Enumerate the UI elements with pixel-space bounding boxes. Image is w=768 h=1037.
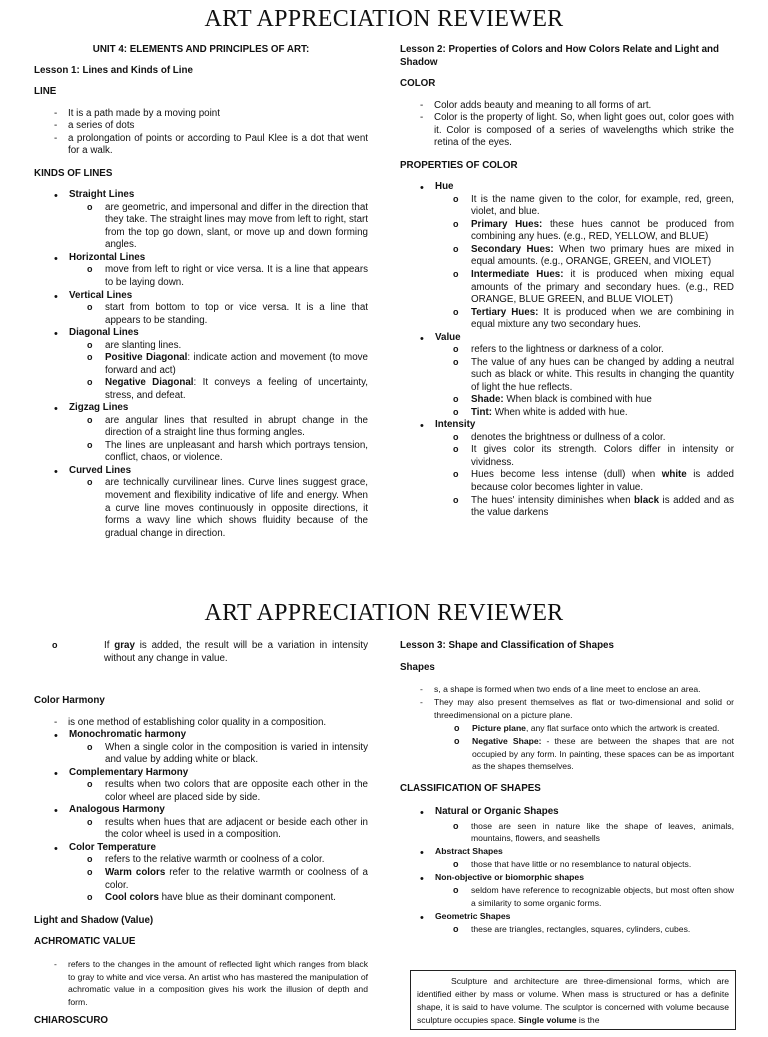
sub-item: o Cool colors have blue as their dominant component. <box>69 892 368 905</box>
section-heading-kinds: KINDS OF LINES <box>34 167 113 179</box>
list-item-analogous: • Analogous Harmony o results when hues that are adjacent or beside each other in the color wheel is used in a composition. <box>34 804 368 842</box>
section-heading-achromatic: ACHROMATIC VALUE <box>34 936 136 948</box>
list-item-temperature: • Color Temperature o refers to the relative warmth or coolness of a color. o Warm colors refer to the relative warmth or coolness of a color. o Cool colors have blue as their dominant component. <box>34 842 368 905</box>
sub-item: o Negative Diagonal: It conveys a feeling of uncertainty, stress, and defeat. <box>69 377 368 402</box>
shapes-definitions <box>400 683 734 722</box>
list-item-intensity: • Intensity o denotes the brightness or dullness of a color. o It gives color its strength. Colors differ in intensity or vividness. o Hues become less intense (dull) when white is added because color becomes lighter in value. o The hues' intensity diminishes when black is added and as the value darkens <box>400 419 734 519</box>
sub-item: o results when two colors that are opposite each other in the color wheel are placed side by side. <box>69 779 368 804</box>
sub-item: o denotes the brightness or dullness of a color. <box>435 432 734 445</box>
list-item: - a series of dots <box>34 120 368 133</box>
sub-item: o Intermediate Hues: it is produced when mixing equal amounts of the primary and secondary hues. (e.g., RED ORANGE, BLUE GREEN, and BLUE VIOLET) <box>435 269 734 307</box>
classification-list <box>400 805 734 936</box>
sub-item: o Primary Hues: these hues cannot be produced from combining any hues. (e.g., RED, YELLOW, and BLUE) <box>435 219 734 244</box>
right-column <box>400 44 734 520</box>
list-item: - refers to the changes in the amount of reflected light which ranges from black to gray to white and vice versa. An artist who has mastered the manipulation of achromatic value in a composition gives his work the illusion of depth and form. <box>34 958 368 1010</box>
sub-item: o are slanting lines. <box>69 340 368 353</box>
section-heading-color: COLOR <box>400 78 436 90</box>
sub-item: o Positive Diagonal: indicate action and movement (to move forward and act) <box>69 352 368 377</box>
sub-item: o Secondary Hues: When two primary hues are mixed in equal amounts. (e.g., ORANGE, GREEN, and VIOLET) <box>435 244 734 269</box>
list-item-geometric: • Geometric Shapes o these are triangles, rectangles, squares, cylinders, cubes. <box>400 910 734 936</box>
sub-item: o When a single color in the composition is varied in intensity and value by adding white or black. <box>69 742 368 767</box>
sub-item: o Negative Shape: - these are between the shapes that are not occupied by any form. In painting, these spaces can be as important as the shapes themselves. <box>436 735 734 774</box>
list-item-straight: • Straight Lines o are geometric, and impersonal and differ in the direction that they take. The straight lines may move from left to right, start from the top go down, slant, or move up and down forming angles. <box>34 189 368 252</box>
sub-item: o Tertiary Hues: It is produced when we are combining in equal mixture any two secondary hues. <box>435 307 734 332</box>
sub-item: o Tint: When white is added with hue. <box>435 407 734 420</box>
section-heading-light: Light and Shadow (Value) <box>34 914 154 926</box>
section-heading-classification: CLASSIFICATION OF SHAPES <box>400 783 541 795</box>
list-item-diagonal: • Diagonal Lines o are slanting lines. o Positive Diagonal: indicate action and movement (to move forward and act) o Negative Diagonal: It conveys a feeling of uncertainty, stress, and defeat. <box>34 327 368 402</box>
properties-list <box>400 181 734 519</box>
list-item: - is one method of establishing color quality in a composition. <box>34 717 368 730</box>
list-item-non-objective: • Non-objective or biomorphic shapes o seldom have reference to recognizable objects, but most often show a similarity to some organic forms. <box>400 871 734 910</box>
sub-item: o start from bottom to top or vice versa. It is a line that appears to be standing. <box>69 302 368 327</box>
list-item-zigzag: • Zigzag Lines o are angular lines that resulted in abrupt change in the direction of a straight line thus forming angles. o The lines are unpleasant and harsh which portrays tension, conflict, chaos, or violence. <box>34 402 368 465</box>
list-item: - It is a path made by a moving point <box>34 108 368 121</box>
unit-heading: UNIT 4: ELEMENTS AND PRINCIPLES OF ART: <box>92 44 310 55</box>
left-column <box>34 44 368 540</box>
list-item-complementary: • Complementary Harmony o results when two colors that are opposite each other in the color wheel are placed side by side. <box>34 767 368 805</box>
sub-item: o refers to the relative warmth or coolness of a color. <box>69 854 368 867</box>
sub-item: o Picture plane, any flat surface onto which the artwork is created. <box>436 722 734 735</box>
section-heading-shapes: Shapes <box>400 661 435 673</box>
sub-item: o move from left to right or vice versa. It is a line that appears to be laying down. <box>69 264 368 289</box>
section-heading-chiaroscuro: CHIAROSCURO <box>34 1015 109 1027</box>
list-item: - Color adds beauty and meaning to all forms of art. <box>400 100 734 113</box>
list-item-monochromatic: • Monochromatic harmony o When a single color in the composition is varied in intensity and value by adding white or black. <box>34 729 368 767</box>
sub-item: o The hues' intensity diminishes when black is added and as the value darkens <box>435 495 734 520</box>
sub-item: o Hues become less intense (dull) when white is added because color becomes lighter in value. <box>435 469 734 494</box>
list-item-natural: • Natural or Organic Shapes o those are seen in nature like the shape of leaves, animals, mountains, flowers, and seashells <box>400 805 734 845</box>
list-item: - a prolongation of points or according to Paul Klee is a dot that went for a walk. <box>34 133 368 158</box>
lesson-heading: Lesson 2: Properties of Colors and How Colors Relate and Light and Shadow <box>400 44 719 68</box>
lesson-heading: Lesson 1: Lines and Kinds of Line <box>34 64 193 76</box>
sub-item: o If gray is added, the result will be a variation in intensity without any change in value. <box>34 640 368 665</box>
harmony-list <box>34 729 368 904</box>
gray-note <box>34 640 368 665</box>
sub-item: o are technically curvilinear lines. Curve lines suggest grace, movement and flexibility indicative of life and energy. When a curve line moves continuously in opposite directions, it forms a wavy line which shows fluidity because of the gradual change in direction. <box>69 477 368 540</box>
sub-item: o It gives color its strength. Colors differ in intensity or vividness. <box>435 444 734 469</box>
page-title: ART APPRECIATION REVIEWER <box>204 6 564 32</box>
list-item-value: • Value o refers to the lightness or darkness of a color. o The value of any hues can be changed by adding a neutral such as black or white. This results in changing the quantity of light the hue reflects. o Shade: When black is combined with hue o Tint: When white is added with hue. <box>400 332 734 420</box>
list-item-hue: • Hue o It is the name given to the color, for example, red, green, violet, and blue. o Primary Hues: these hues cannot be produced from combining any hues. (e.g., RED, YELLOW, and BLUE) o Secondary Hues: When two primary hues are mixed in equal amounts. (e.g., ORANGE, GREEN, and VIOLET) o Intermediate Hues: it is produced when mixing equal amounts of the primary and secondary hues. (e.g., RED ORANGE, BLUE GREEN, and BLUE VIOLET) o Tertiary Hues: It is produced when we are combining in equal mixture any two secondary hues. <box>400 181 734 331</box>
sub-item: o these are triangles, rectangles, squares, cylinders, cubes. <box>435 923 734 936</box>
section-heading-line: LINE <box>34 86 57 98</box>
sub-item: o The value of any hues can be changed by adding a neutral such as black or white. This results in changing the quantity of light the hue reflects. <box>435 357 734 395</box>
list-item: - They may also present themselves as flat or two-dimensional and solid or threedimensional on a picture plane. <box>400 696 734 722</box>
left-column <box>34 640 368 1037</box>
sub-item: o The lines are unpleasant and harsh which portrays tension, conflict, chaos, or violence. <box>69 440 368 465</box>
list-item: - s, a shape is formed when two ends of a line meet to enclose an area. <box>400 683 734 696</box>
right-column <box>400 640 734 936</box>
kinds-of-lines-list <box>34 189 368 540</box>
page-title: ART APPRECIATION REVIEWER <box>204 600 564 626</box>
line-definitions <box>34 108 368 158</box>
section-heading-properties: PROPERTIES OF COLOR <box>400 159 518 171</box>
sculpture-note-box: Sculpture and architecture are three-dimensional forms, which are identified either by mass or volume. When mass is structured or has a definite shape, it is said to have volume. The sculptor is concerned with volume because sculpture occupies space. Single volume is the <box>410 970 736 1030</box>
list-item-horizontal: • Horizontal Lines o move from left to right or vice versa. It is a line that appears to be laying down. <box>34 252 368 290</box>
sub-item: o It is the name given to the color, for example, red, green, violet, and blue. <box>435 194 734 219</box>
list-item: - Color is the property of light. So, when light goes out, color goes with it. Color is composed of a series of wavelengths which strike the retina of the eyes. <box>400 112 734 150</box>
sub-item: o Warm colors refer to the relative warmth or coolness of a color. <box>69 867 368 892</box>
sub-item: o those that have little or no resemblance to natural objects. <box>435 858 734 871</box>
section-heading-harmony: Color Harmony <box>34 695 105 707</box>
page-2 <box>0 594 768 1027</box>
list-item-curved: • Curved Lines o are technically curvilinear lines. Curve lines suggest grace, movement and flexibility indicative of life and energy. When a curve line moves continuously in opposite directions, it forms a wavy line which shows fluidity because of the gradual change in direction. <box>34 465 368 540</box>
sub-item: o are geometric, and impersonal and differ in the direction that they take. The straight lines may move from left to right, start from the top go down, slant, or move up and down forming angles. <box>69 202 368 252</box>
sub-item: o results when hues that are adjacent or beside each other in the color wheel is used in a composition. <box>69 817 368 842</box>
sub-item: o are angular lines that resulted in abrupt change in the direction of a straight line thus forming angles. <box>69 415 368 440</box>
sub-item: o those are seen in nature like the shape of leaves, animals, mountains, flowers, and seashells <box>435 820 734 846</box>
list-item-vertical: • Vertical Lines o start from bottom to top or vice versa. It is a line that appears to be standing. <box>34 290 368 328</box>
sub-item: o Shade: When black is combined with hue <box>435 394 734 407</box>
sub-item: o refers to the lightness or darkness of a color. <box>435 344 734 357</box>
lesson-heading: Lesson 3: Shape and Classification of Shapes <box>400 640 614 651</box>
list-item-abstract: • Abstract Shapes o those that have little or no resemblance to natural objects. <box>400 845 734 871</box>
color-definitions <box>400 100 734 150</box>
sub-item: o seldom have reference to recognizable objects, but most often show a similarity to some organic forms. <box>435 884 734 910</box>
